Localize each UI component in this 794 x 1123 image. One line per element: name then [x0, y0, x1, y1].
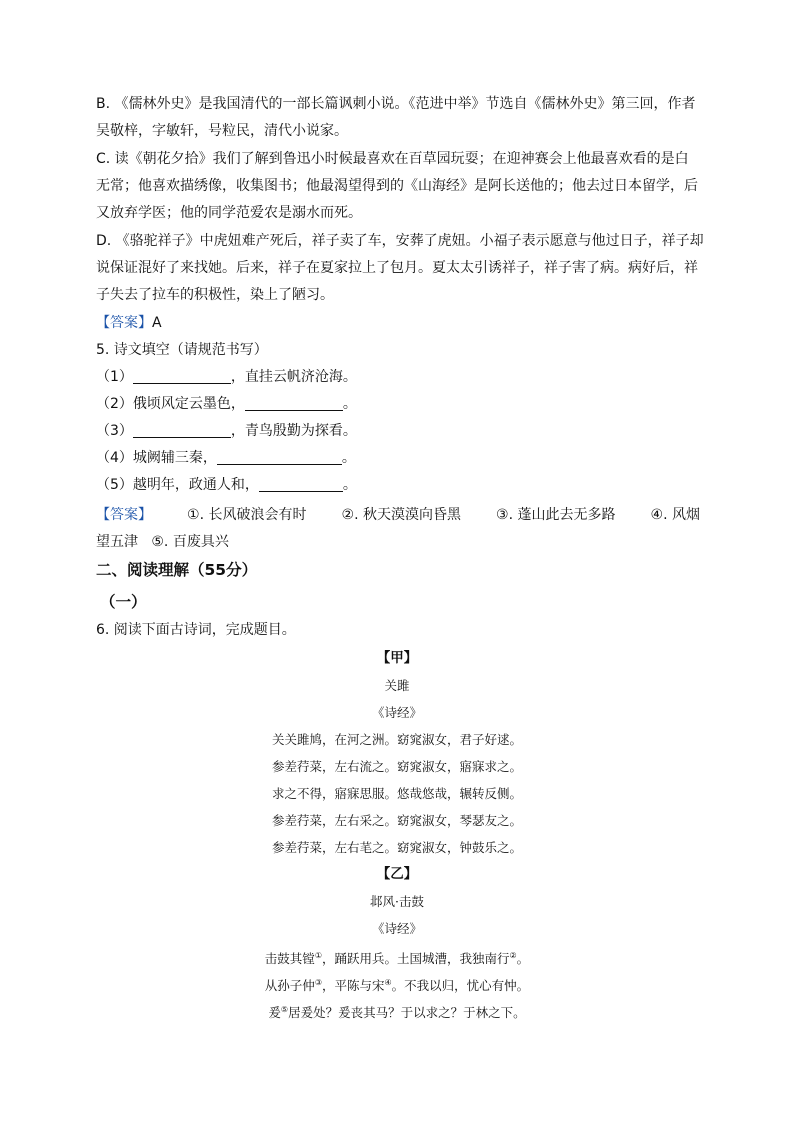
footnote-marker: ③	[314, 978, 322, 987]
q5-item-1: （1） ，直挂云帆济沧海。	[96, 369, 357, 385]
footnote-marker: ②	[509, 951, 517, 960]
fill-blank[interactable]	[133, 367, 231, 384]
poem-line: 参差荇菜，左右采之。窈窕淑女，琴瑟友之。	[271, 813, 522, 828]
poem-source: 《诗经》	[371, 921, 422, 936]
poem-line: 击鼓其镗①，踊跃用兵。土国城漕，我独南行②。	[264, 951, 530, 967]
q5-item-3: （3） ，青鸟殷勤为探看。	[96, 423, 357, 439]
fill-blank[interactable]	[133, 421, 231, 438]
poem-yi	[0, 861, 794, 1023]
poem-line: 求之不得，寤寐思服。悠哉悠哉，辗转反侧。	[271, 786, 522, 801]
fill-blank[interactable]	[245, 394, 343, 411]
answer-label: 【答案】	[96, 315, 152, 331]
fill-blank[interactable]	[217, 448, 342, 465]
q6-stem: 6. 阅读下面古诗词，完成题目。	[96, 622, 296, 638]
q5-stem: 5. 诗文填空（请规范书写）	[96, 342, 268, 358]
poem-line: 关关雎鸠，在河之洲。窈窕淑女，君子好逑。	[271, 732, 522, 747]
poem-line: 从孙子仲③，平陈与宋④。不我以归，忧心有忡。	[264, 978, 530, 994]
poem-source: 《诗经》	[371, 705, 422, 720]
footnote-marker: ④	[384, 978, 392, 987]
footnote-marker: ⑤	[280, 1005, 289, 1014]
poem-title: 关雎	[384, 678, 410, 693]
fill-blank[interactable]	[259, 475, 343, 492]
poem-title: 邶风·击鼓	[370, 894, 424, 909]
answer-value: A	[152, 315, 162, 331]
option-c: C. 读《朝花夕拾》我们了解到鲁迅小时候最喜欢在百草园玩耍；在迎神赛会上他最喜欢看的是白 无常；他喜欢描绣像，收集图书；他最渴望得到的《山海经》是阿长送他的；他去过日本留学，后 又放弃学医；他的同学范爱农是溺水而死。	[96, 151, 698, 221]
q4-answer	[96, 310, 700, 337]
poem-jia	[0, 645, 794, 861]
q5-answer: 【答案】 ①. 长风破浪会有时 ②. 秋天漠漠向昏黑 ③. 蓬山此去无多路 ④. 风烟 望五津 ⑤. 百废具兴	[96, 502, 700, 556]
section-subtitle: （一）	[100, 593, 147, 611]
poem-label: 【甲】	[376, 650, 418, 666]
poem-line: 参差荇菜，左右芼之。窈窕淑女，钟鼓乐之。	[271, 840, 522, 855]
section-title: 二、阅读理解（55分）	[96, 561, 258, 579]
answer-label: 【答案】	[96, 507, 152, 523]
poem-label: 【乙】	[376, 866, 418, 882]
footnote-marker: ①	[314, 951, 322, 960]
option-d: D. 《骆驼祥子》中虎妞难产死后，祥子卖了车，安葬了虎妞。小福子表示愿意与他过日子，祥子却 说保证混好了来找她。后来，祥子在夏家拉上了包月。夏太太引诱祥子，祥子害了病。病好后，祥 子失去了拉车的积极性，染上了陋习。	[96, 233, 704, 303]
q5-item-4: （4）城阙辅三秦， 。	[96, 450, 356, 466]
poem-line: 参差荇菜，左右流之。窈窕淑女，寤寐求之。	[271, 759, 522, 774]
q5-item-2: （2）俄顷风定云墨色， 。	[96, 396, 357, 412]
poem-line: 爰⑤居爰处？爰丧其马？于以求之？于林之下。	[268, 1005, 526, 1021]
q5-item-5: （5）越明年，政通人和， 。	[96, 477, 357, 493]
option-b: B. 《儒林外史》是我国清代的一部长篇讽刺小说。《范进中举》节选自《儒林外史》第三回，作者 吴敬梓，字敏轩，号粒民，清代小说家。	[96, 96, 696, 139]
q5-block	[96, 337, 700, 499]
